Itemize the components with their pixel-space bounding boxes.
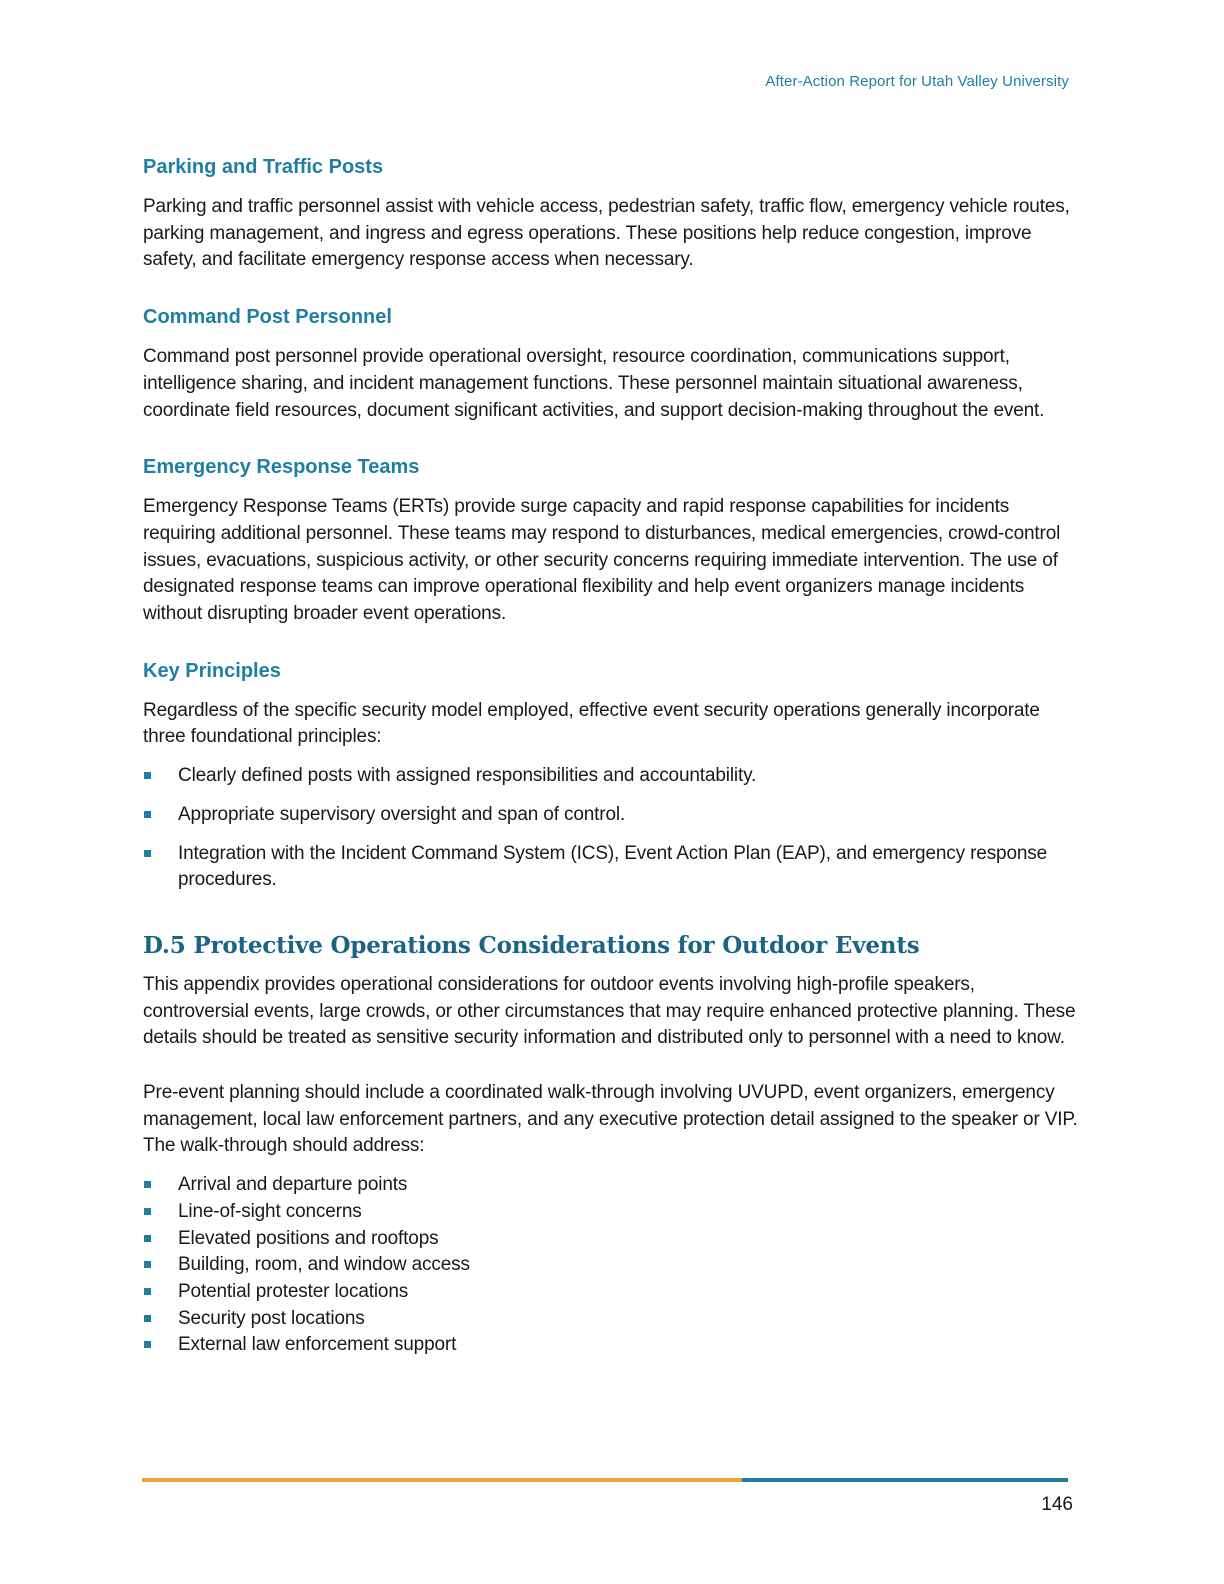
list-item — [143, 1252, 1078, 1279]
paragraph-d5-walkthrough: Pre-event planning should include a coordinated walk-through involving UVUPD, event organizers, emergency management, local law enforcement partners, and any executive protection detail assigned to the speaker or VIP. The walk-through should address: — [143, 1082, 1078, 1157]
list-item — [143, 1226, 1078, 1253]
list-item-text: Elevated positions and rooftops — [178, 1227, 439, 1249]
paragraph-command-post: Command post personnel provide operational oversight, resource coordination, communications support, intelligence sharing, and incident management functions. These personnel maintain situational awareness, coordinate field resources, document significant activities, and support decision-making throughout the event. — [143, 346, 1045, 421]
list-item — [143, 841, 1078, 894]
list-item — [143, 1332, 1078, 1359]
key-principles-list — [143, 763, 1078, 894]
list-item-text: Security post locations — [178, 1307, 365, 1329]
heading-command-post-personnel: Command Post Personnel — [143, 306, 392, 329]
list-item-text: Potential protester locations — [178, 1280, 409, 1302]
square-bullet-icon — [144, 1315, 151, 1322]
list-item — [143, 1172, 1078, 1199]
list-item-text: Arrival and departure points — [178, 1174, 408, 1196]
footer-rule — [142, 1478, 1068, 1482]
list-item-text: Line-of-sight concerns — [178, 1200, 362, 1222]
footer-rule-blue-segment — [742, 1478, 1068, 1482]
list-item — [143, 802, 1078, 829]
walkthrough-list — [143, 1172, 1078, 1359]
list-item-text: Appropriate supervisory oversight and span of control. — [178, 803, 626, 825]
paragraph-parking-traffic: Parking and traffic personnel assist with vehicle access, pedestrian safety, traffic flow, emergency vehicle routes, parking management, and ingress and egress operations. These positions help reduce congestion, improve safety, and facilitate emergency response access when necessary. — [143, 196, 1070, 271]
square-bullet-icon — [144, 1288, 151, 1295]
list-item — [143, 1306, 1078, 1333]
list-item-text: Clearly defined posts with assigned responsibilities and accountability. — [178, 765, 757, 787]
square-bullet-icon — [144, 1341, 151, 1348]
list-item — [143, 1199, 1078, 1226]
footer-rule-gold-segment — [142, 1478, 742, 1482]
square-bullet-icon — [144, 1235, 151, 1242]
square-bullet-icon — [144, 772, 151, 779]
list-item-text: Integration with the Incident Command System (ICS), Event Action Plan (EAP), and emergency response procedures. — [178, 842, 1048, 891]
page-number: 146 — [1041, 1494, 1073, 1515]
list-item — [143, 1279, 1078, 1306]
heading-emergency-response-teams: Emergency Response Teams — [143, 456, 420, 479]
paragraph-d5-intro: This appendix provides operational considerations for outdoor events involving high-profile speakers, controversial events, large crowds, or other circumstances that may require enhanced protective planning. These details should be treated as sensitive security information and distributed only to personnel with a need to know. — [143, 973, 1076, 1049]
paragraph-emergency-response-teams: Emergency Response Teams (ERTs) provide surge capacity and rapid response capabilities for incidents requiring additional personnel. These teams may respond to disturbances, medical emergencies, crowd-control issues, evacuations, suspicious activity, or other security concerns requiring immediate intervention. The use of designated response teams can improve operational flexibility and help event organizers manage incidents without disrupting broader event operations. — [143, 496, 1061, 625]
list-item — [143, 763, 1078, 790]
square-bullet-icon — [144, 1181, 151, 1188]
paragraph-key-principles-intro: Regardless of the specific security model employed, effective event security operations generally incorporate three foundational principles: — [143, 699, 1040, 748]
square-bullet-icon — [144, 1261, 151, 1268]
square-bullet-icon — [144, 811, 151, 818]
list-item-text: Building, room, and window access — [178, 1254, 470, 1276]
page-content — [143, 152, 1078, 1359]
list-item-text: External law enforcement support — [178, 1334, 457, 1356]
square-bullet-icon — [144, 1208, 151, 1215]
heading-key-principles: Key Principles — [143, 659, 281, 682]
heading-d5-protective-operations: D.5 Protective Operations Considerations for Outdoor Events — [143, 931, 920, 959]
square-bullet-icon — [144, 850, 151, 857]
heading-parking-traffic-posts: Parking and Traffic Posts — [143, 156, 384, 178]
running-header: After-Action Report for Utah Valley University — [765, 73, 1069, 90]
